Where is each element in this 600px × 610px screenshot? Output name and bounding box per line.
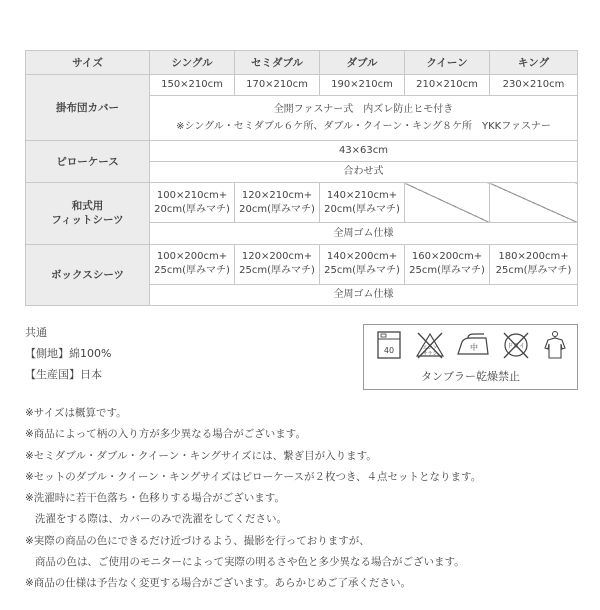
kakebuton-size-king: 230×210cm xyxy=(490,75,578,96)
box-size-queen-line1: 160×200cm+ xyxy=(411,251,483,263)
fitted-size-single-line1: 100×210cm+ xyxy=(156,189,228,201)
box-size-double xyxy=(320,244,405,284)
dryclean-label: ドライ xyxy=(506,343,525,350)
note-8: 商品の色は、ご使用のモニターによって実際の明るさや色と多少異なる場合がございます。 xyxy=(35,556,465,569)
fitted-label xyxy=(26,183,150,244)
care-caption: タンブラー乾燥禁止 xyxy=(421,370,520,383)
common-info xyxy=(25,322,111,385)
common-origin: 【生産国】日本 xyxy=(25,368,102,381)
box-size-king-line1: 180×200cm+ xyxy=(498,251,569,263)
fitted-size-single-line2: 20cm(厚みマチ) xyxy=(154,203,230,215)
box-size-single xyxy=(150,244,235,284)
box-size-semi-double xyxy=(235,244,320,284)
kakebuton-note-2: ※シングル・セミダブル６ケ所、ダブル・クイーン・キング８ケ所 YKKファスナー xyxy=(176,121,551,133)
kakebuton-size-single: 150×210cm xyxy=(150,75,235,96)
note-6: 洗濯をする際は、カバーのみで洗濯をしてください。 xyxy=(35,513,287,526)
box-size-row xyxy=(26,244,578,284)
note-5: ※洗濯時に若干色落ち・色移りする場合がございます。 xyxy=(25,492,285,505)
box-size-semi-double-line2: 25cm(厚みマチ) xyxy=(239,265,315,277)
fitted-size-queen-na xyxy=(405,183,490,223)
note-4: ※セットのダブル・クイーン・キングサイズはピローケースが２枚つき、４点セットとなります。 xyxy=(25,470,482,483)
iron-medium-icon xyxy=(454,330,492,360)
fitted-size-double xyxy=(320,183,405,223)
no-bleach-icon xyxy=(413,330,447,360)
kakebuton-note-1: 全開ファスナー式 内ズレ防止ヒモ付き xyxy=(273,104,454,116)
kakebuton-size-semi-double: 170×210cm xyxy=(235,75,320,96)
box-size-queen-line2: 25cm(厚みマチ) xyxy=(409,265,485,277)
wash-40-icon xyxy=(372,330,406,360)
no-dry-clean-icon xyxy=(499,330,533,360)
fitted-size-semi-double xyxy=(235,183,320,223)
note-3: ※セミダブル・ダブル・クイーン・キングサイズには、繋ぎ目が入ります。 xyxy=(25,449,377,462)
kakebuton-size-queen: 210×210cm xyxy=(405,75,490,96)
fitted-size-king-na xyxy=(490,183,578,223)
pillow-label: ピローケース xyxy=(26,140,150,182)
hang-dry-icon xyxy=(540,330,570,360)
wash-temp-label: 40 xyxy=(383,346,394,355)
box-size-double-line1: 140×200cm+ xyxy=(326,251,398,263)
note-9: ※商品の仕様は予告なく変更する場合がございます。あらかじめご了承ください。 xyxy=(25,577,411,590)
header-double: ダブル xyxy=(320,51,405,75)
note-7: ※実際の商品の色にできるだけ近づけるよう、撮影を行っておりますが、 xyxy=(25,534,370,547)
box-size-king xyxy=(490,244,578,284)
header-queen: クイーン xyxy=(405,51,490,75)
fitted-size-row xyxy=(26,183,578,223)
box-label: ボックスシーツ xyxy=(26,244,150,305)
kakebuton-size-row xyxy=(26,75,578,96)
note-2: ※商品によって柄の入り方が多少異なる場合がございます。 xyxy=(25,428,306,441)
svg-text:エンソ: エンソ xyxy=(421,345,438,351)
fitted-size-semi-double-line1: 120×210cm+ xyxy=(241,189,313,201)
box-size-double-line2: 25cm(厚みマチ) xyxy=(324,265,400,277)
pillow-size-row xyxy=(26,140,578,161)
box-size-queen xyxy=(405,244,490,284)
pillow-size: 43×63cm xyxy=(150,140,578,161)
svg-text:サラシ: サラシ xyxy=(421,351,438,357)
pillow-note: 合わせ式 xyxy=(150,162,578,183)
box-note: 全周ゴム仕様 xyxy=(150,284,578,305)
box-size-king-line2: 25cm(厚みマチ) xyxy=(495,265,572,277)
box-size-single-line2: 25cm(厚みマチ) xyxy=(154,265,230,277)
fitted-label-line1: 和式用 xyxy=(71,200,104,213)
size-table xyxy=(25,50,578,306)
iron-temp-label: 中 xyxy=(469,343,478,352)
box-size-semi-double-line1: 120×200cm+ xyxy=(241,251,313,263)
note-1: ※サイズは概算です。 xyxy=(25,407,127,419)
fitted-label-line2: フィットシーツ xyxy=(51,214,124,227)
care-labels xyxy=(363,324,578,390)
header-king: キング xyxy=(490,51,578,75)
kakebuton-size-double: 190×210cm xyxy=(320,75,405,96)
header-semi-double: セミダブル xyxy=(235,51,320,75)
header-row xyxy=(26,51,578,75)
fitted-size-semi-double-line2: 20cm(厚みマチ) xyxy=(239,203,315,215)
common-title: 共通 xyxy=(25,326,47,339)
fitted-note: 全周ゴム仕様 xyxy=(150,223,578,244)
fitted-size-double-line1: 140×210cm+ xyxy=(326,189,398,201)
header-single: シングル xyxy=(150,51,235,75)
box-size-single-line1: 100×200cm+ xyxy=(156,251,228,263)
fitted-size-double-line2: 20cm(厚みマチ) xyxy=(324,203,400,215)
notes xyxy=(25,403,585,595)
kakebuton-label: 掛布団カバー xyxy=(26,75,150,141)
common-fabric: 【側地】綿100% xyxy=(25,347,112,360)
fitted-size-single xyxy=(150,183,235,223)
header-size: サイズ xyxy=(26,51,150,75)
